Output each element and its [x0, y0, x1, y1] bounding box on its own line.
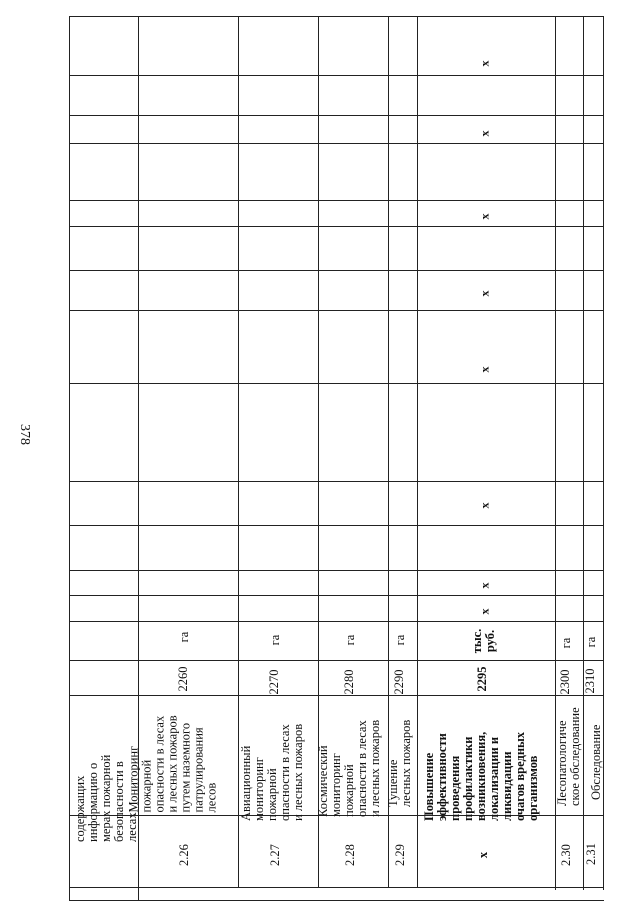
x-mark: x: [477, 213, 492, 220]
row-name: Космический мониторинг пожарной опасности в лесах и лесных пожаров: [316, 719, 382, 817]
column-line: [69, 660, 604, 661]
x-mark: x: [477, 608, 492, 615]
row-number: 2.31: [584, 843, 598, 865]
column-line: [69, 900, 604, 901]
column-line: [69, 481, 604, 482]
row-unit: га: [343, 634, 357, 646]
column-line: [69, 383, 604, 384]
column-line: [69, 270, 604, 271]
column-line: [69, 621, 604, 622]
row-line: [69, 16, 70, 900]
column-line: [69, 115, 604, 116]
row-code: 2260: [176, 666, 190, 692]
row-number: 2.27: [268, 844, 282, 866]
row-code: 2300: [558, 669, 572, 695]
column-line: [69, 887, 604, 888]
row-code: 2295: [475, 666, 489, 692]
row-code: 2270: [267, 669, 281, 695]
x-mark: x: [477, 582, 492, 589]
row-number: 2.29: [393, 844, 407, 866]
column-line: [69, 310, 604, 311]
column-line: [69, 16, 604, 17]
page-number: 378: [17, 424, 32, 445]
column-line: [69, 595, 604, 596]
column-line: [69, 75, 604, 76]
column-line: [69, 200, 604, 201]
row-line: [417, 16, 418, 887]
x-mark: x: [477, 60, 492, 67]
column-line: [69, 525, 604, 526]
x-mark: x: [477, 502, 492, 509]
column-line: [69, 143, 604, 144]
x-mark: x: [477, 130, 492, 137]
row-unit: га: [177, 631, 191, 643]
row-name: Авиационный мониторинг пожарной опасности в лесах и лесных пожаров: [239, 723, 305, 821]
row-unit: га: [584, 636, 598, 648]
row-name: Обследование: [589, 724, 603, 800]
row-name: Мониторинг пожарной опасности в лесах и лесных пожаров путем наземного патрулирования лесов: [126, 715, 219, 813]
row-number: x: [476, 851, 490, 859]
row-unit: га: [393, 634, 407, 646]
row-unit: тыс. руб.: [470, 628, 497, 654]
row-code: 2290: [392, 669, 406, 695]
row-name: Тушение лесных пожаров: [386, 719, 413, 807]
row-unit: га: [559, 637, 573, 649]
x-mark: x: [477, 290, 492, 297]
row-number: 2.28: [343, 844, 357, 866]
row-code: 2280: [342, 669, 356, 695]
row-number: 2.26: [177, 844, 191, 866]
row-name: Повышение эффективности проведения профилактики возникновения, локализации и ликвидации очагов вредных организмов: [422, 731, 540, 821]
row-number: 2.30: [559, 844, 573, 866]
column-line: [69, 226, 604, 227]
row-name: Лесопатологиче ское обследование: [555, 707, 582, 806]
x-mark: x: [477, 366, 492, 373]
row-code: 2310: [583, 668, 597, 694]
column-line: [69, 570, 604, 571]
row-name: содержащих информацию о мерах пожарной безопасности в лесах: [73, 754, 139, 842]
row-unit: га: [268, 634, 282, 646]
